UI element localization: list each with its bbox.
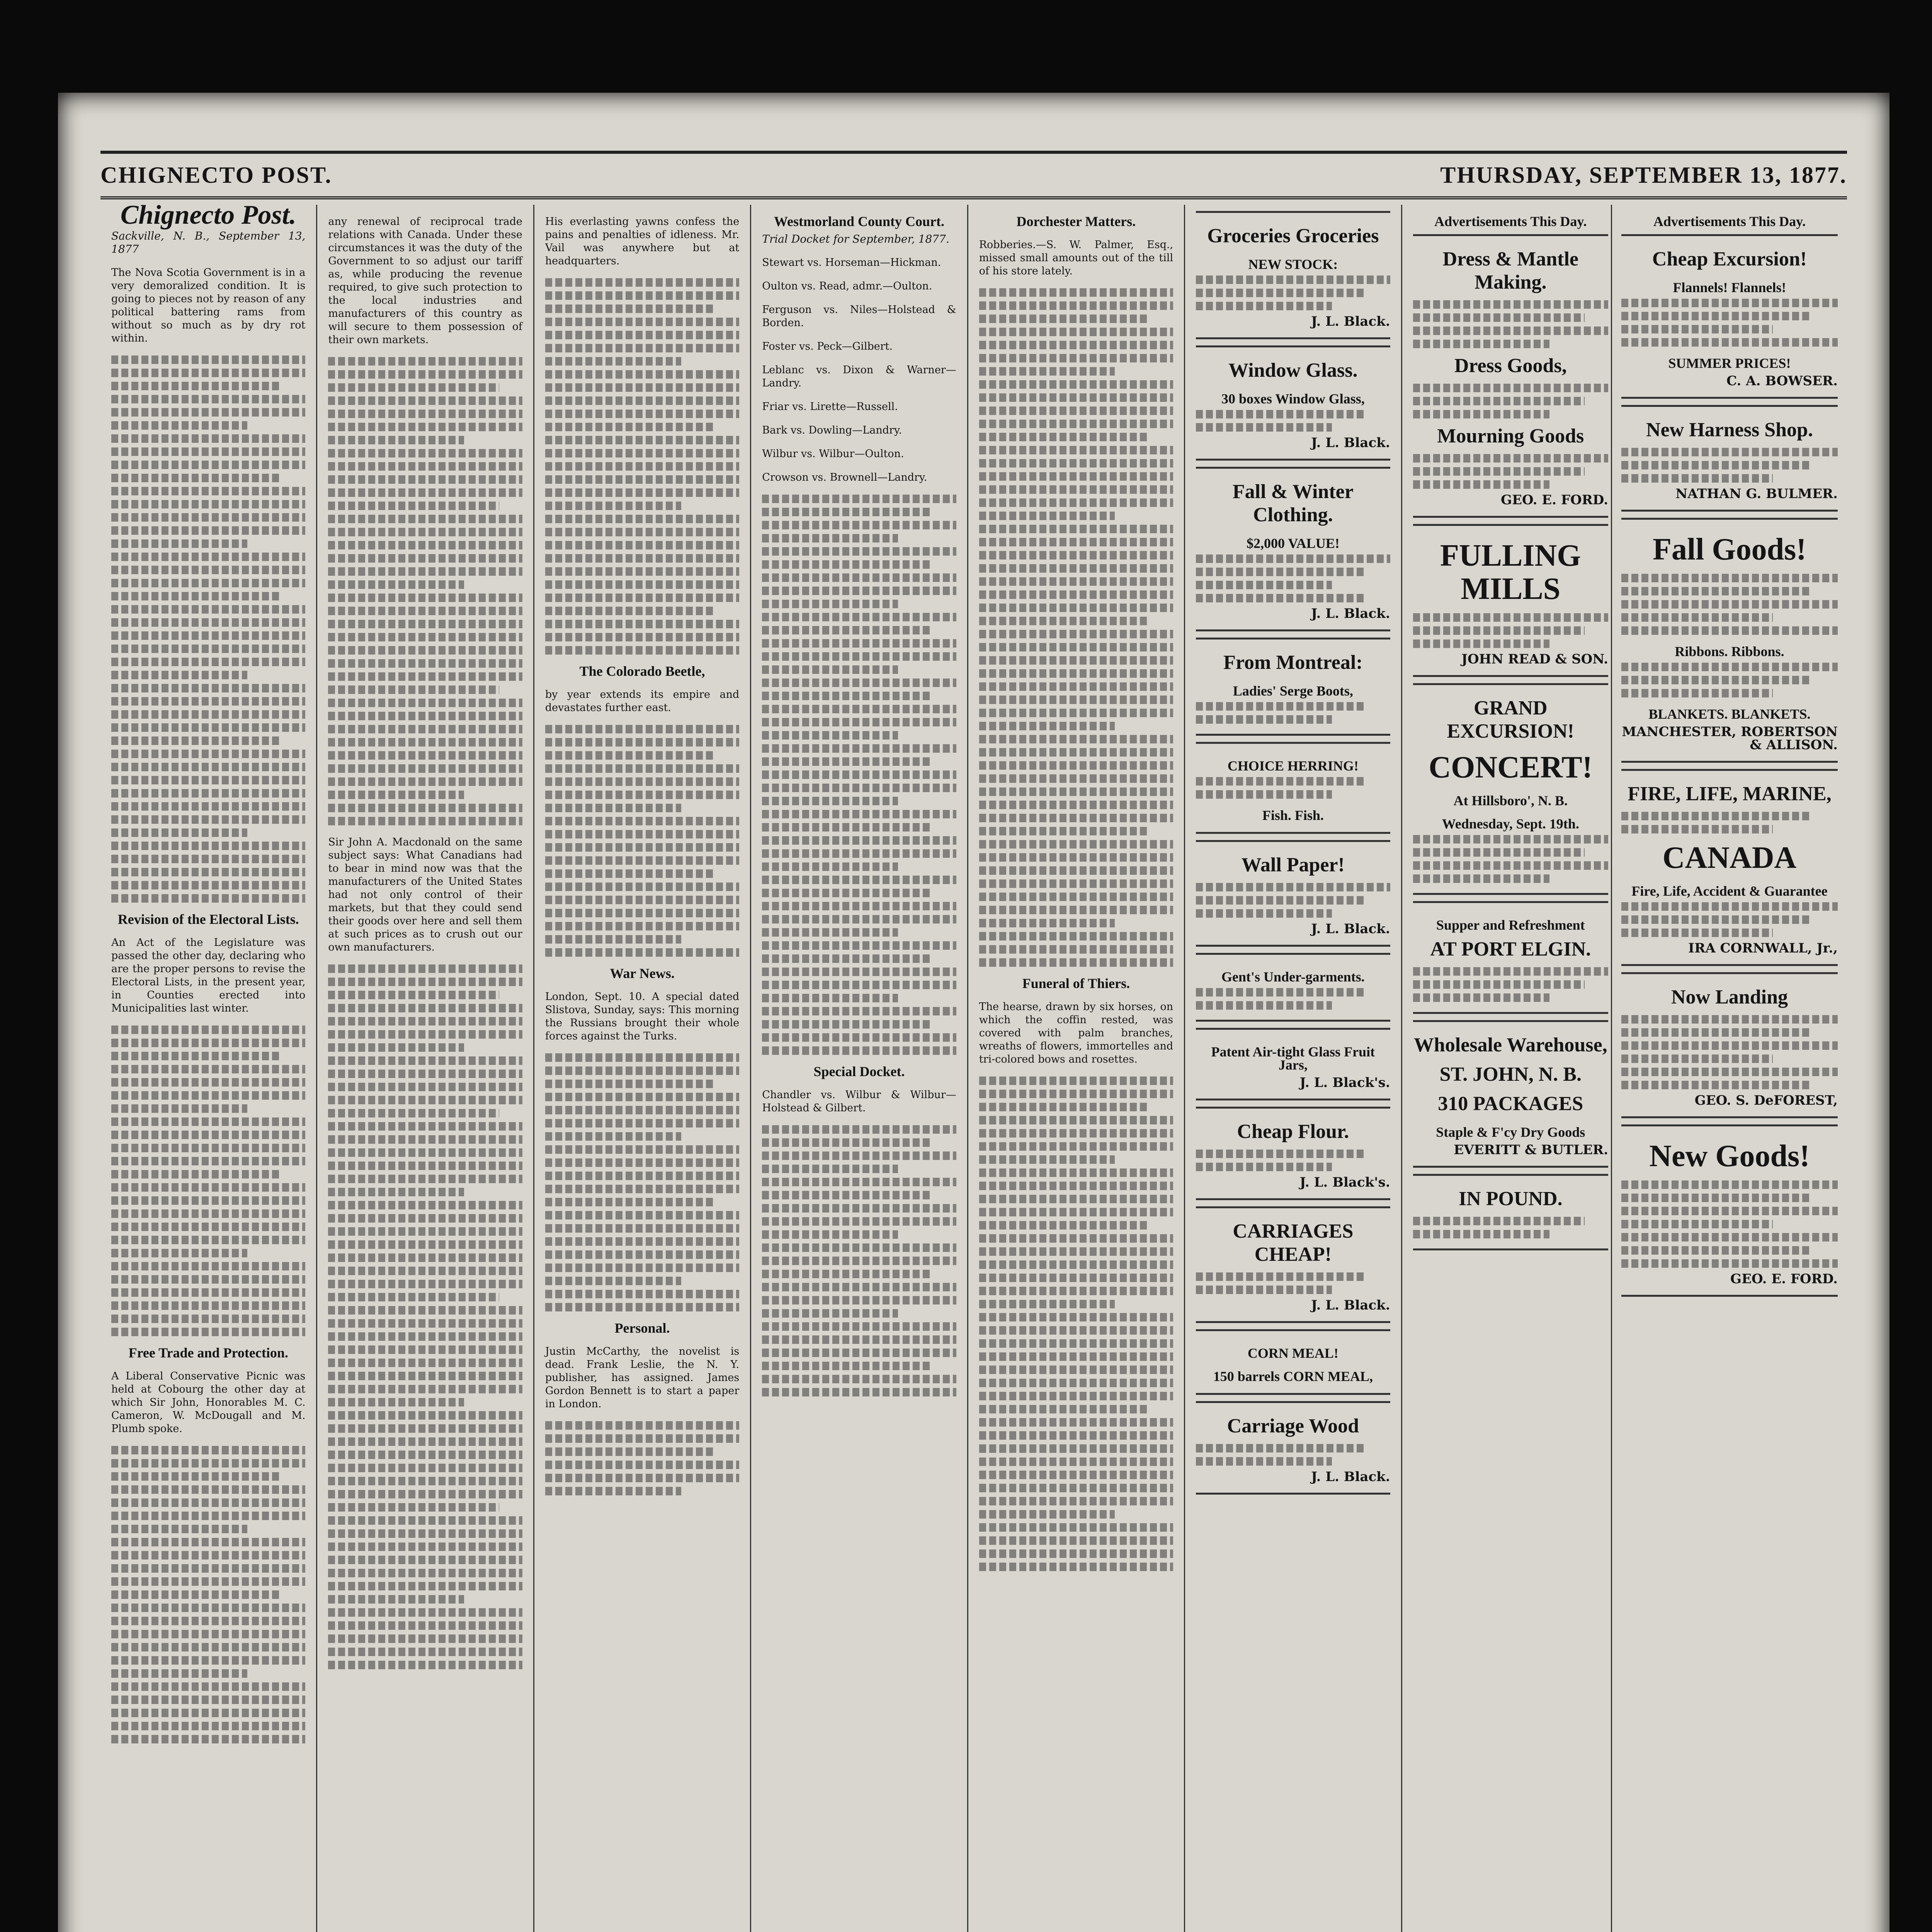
docket-entry: Bark vs. Dowling—Landry. bbox=[762, 424, 902, 436]
docket-entry: Stewart vs. Horseman—Hickman. bbox=[762, 257, 941, 269]
ad-insurance bbox=[1621, 769, 1838, 966]
ad-subtitle: $2,000 VALUE! bbox=[1246, 536, 1340, 551]
article-heading: Special Docket. bbox=[813, 1064, 905, 1079]
article-body bbox=[545, 1421, 739, 1495]
ad-subtitle: Fire, Life, Accident & Guarantee bbox=[1631, 883, 1828, 899]
ad-signature: J. L. Black. bbox=[1311, 921, 1390, 937]
docket-entry: Chandler vs. Wilbur & Wilbur—Holstead & Gilbert. bbox=[762, 1089, 956, 1114]
article-lead: any renewal of reciprocal trade relations with Canada. Under these circumstances it was the duty of the Government to so adjust our tariff as, while producing the revenue required, to give such protection to the local industries and manufacturers of this country as will secure to them possession of their own markets. bbox=[328, 216, 522, 346]
ad-subtitle: ST. JOHN, N. B. bbox=[1439, 1063, 1582, 1085]
ad-title: FULLING MILLS bbox=[1440, 539, 1581, 606]
ad-signature: JOHN READ & SON. bbox=[1461, 651, 1608, 667]
ad-subtitle: Mourning Goods bbox=[1437, 425, 1584, 447]
ad-fall-goods bbox=[1621, 518, 1838, 763]
docket-entry: Wilbur vs. Wilbur—Oulton. bbox=[762, 448, 904, 460]
ad-title: Now Landing bbox=[1671, 986, 1788, 1008]
ad-subtitle: Ladies' Serge Boots, bbox=[1233, 683, 1353, 699]
article-heading: Westmorland County Court. bbox=[774, 214, 944, 229]
ad-subtitle: CANADA bbox=[1662, 841, 1797, 875]
article-body bbox=[979, 1077, 1173, 1571]
column-7-advertisements bbox=[1402, 205, 1619, 1932]
ad-subtitle: Flannels! Flannels! bbox=[1673, 280, 1786, 295]
ad-supper bbox=[1413, 901, 1608, 1014]
article-heading: Personal. bbox=[614, 1320, 670, 1336]
article-body bbox=[111, 355, 305, 903]
ad-window-glass bbox=[1196, 345, 1390, 461]
ad-harness-shop bbox=[1621, 405, 1838, 512]
article-lead: Robberies.—S. W. Palmer, Esq., missed small amounts out of the till of his store lately. bbox=[979, 239, 1173, 277]
ad-dress-making bbox=[1413, 234, 1608, 518]
newspaper-page bbox=[58, 93, 1889, 1932]
ad-title: Wholesale Warehouse, bbox=[1413, 1034, 1607, 1056]
ad-subtitle: At Hillsboro', N. B. bbox=[1453, 793, 1568, 808]
ad-in-pound bbox=[1413, 1174, 1608, 1250]
article-body bbox=[762, 495, 956, 1055]
ad-wall-paper bbox=[1196, 840, 1390, 947]
article-lead: The hearse, drawn by six horses, on which the coffin rested, was covered with palm branches, wreaths of flowers, immortelles and tri-colored bows and rosettes. bbox=[979, 1001, 1173, 1065]
column-3 bbox=[534, 205, 751, 1932]
article-lead: by year extends its empire and devastates further east. bbox=[545, 689, 740, 714]
ad-title: Carriage Wood bbox=[1227, 1415, 1359, 1437]
column-5 bbox=[968, 205, 1185, 1932]
masthead-date: THURSDAY, SEPTEMBER 13, 1877. bbox=[1440, 162, 1847, 188]
article-heading: Dorchester Matters. bbox=[1016, 214, 1136, 229]
ad-signature: NATHAN G. BULMER. bbox=[1675, 486, 1838, 502]
ad-date: Wednesday, Sept. 19th. bbox=[1442, 816, 1579, 832]
dateline: Sackville, N. B., September 13, 1877 bbox=[111, 230, 306, 255]
ad-title: FIRE, LIFE, MARINE, bbox=[1628, 783, 1832, 805]
ad-now-landing bbox=[1621, 972, 1838, 1118]
ad-title: Fall Goods! bbox=[1653, 532, 1806, 566]
ad-title: GRAND EXCURSION! bbox=[1447, 697, 1574, 742]
ad-signature: J. L. Black. bbox=[1311, 435, 1390, 451]
article-heading: Free Trade and Protection. bbox=[128, 1345, 288, 1361]
ad-signature: J. L. Black. bbox=[1311, 1469, 1390, 1485]
article-body bbox=[111, 1026, 305, 1336]
ad-subtitle: 30 boxes Window Glass, bbox=[1221, 391, 1365, 406]
ad-title: New Harness Shop. bbox=[1646, 419, 1813, 441]
article-body bbox=[545, 278, 739, 655]
docket-entry: Friar vs. Lirette—Russell. bbox=[762, 401, 898, 413]
ad-fruit-jars bbox=[1196, 1028, 1390, 1100]
ad-serge-boots bbox=[1196, 638, 1390, 736]
section-heading: Advertisements This Day. bbox=[1653, 214, 1806, 229]
ad-herring bbox=[1196, 742, 1390, 834]
article-heading: Revision of the Electoral Lists. bbox=[117, 912, 299, 927]
ad-title: Patent Air-tight Glass Fruit Jars, bbox=[1211, 1044, 1375, 1073]
column-4 bbox=[751, 205, 968, 1932]
column-1 bbox=[100, 205, 317, 1932]
column-6-advertisements bbox=[1185, 205, 1402, 1932]
ad-title: Cheap Excursion! bbox=[1652, 248, 1807, 270]
ad-subtitle: Ribbons. Ribbons. bbox=[1675, 644, 1784, 659]
article-body bbox=[979, 288, 1173, 967]
ad-title: Window Glass. bbox=[1228, 359, 1358, 381]
ad-excursion-concert bbox=[1413, 683, 1608, 895]
columns bbox=[100, 205, 1619, 1932]
ad-subtitle: Fish. Fish. bbox=[1262, 808, 1324, 823]
ad-carriages bbox=[1196, 1206, 1390, 1323]
ad-signature: J. L. Black's. bbox=[1299, 1175, 1390, 1190]
ad-new-goods bbox=[1621, 1124, 1838, 1297]
ad-subtitle: NEW STOCK: bbox=[1248, 257, 1338, 272]
ad-subtitle: BLANKETS. BLANKETS. bbox=[1648, 706, 1811, 722]
column-2 bbox=[317, 205, 534, 1932]
ad-signature: GEO. E. FORD. bbox=[1730, 1271, 1838, 1287]
article-body bbox=[762, 1125, 956, 1396]
article-body bbox=[328, 964, 522, 1669]
ad-subtitle: 150 barrels CORN MEAL, bbox=[1213, 1369, 1373, 1384]
ad-subtitle: Dress Goods, bbox=[1454, 355, 1567, 377]
ad-signature: EVERITT & BUTLER. bbox=[1454, 1142, 1608, 1158]
ad-undergarments bbox=[1196, 953, 1390, 1022]
ad-signature: GEO. E. FORD. bbox=[1501, 492, 1608, 508]
ad-title: New Goods! bbox=[1649, 1139, 1810, 1173]
ad-title: Fall & Winter Clothing. bbox=[1232, 481, 1354, 526]
article-lead: A Liberal Conservative Picnic was held at Cobourg the other day at which Sir John, Honorables M. C. Cameron, W. McDougall and M. Plumb spoke. bbox=[111, 1370, 306, 1435]
ad-subtitle: 310 PACKAGES bbox=[1438, 1093, 1583, 1115]
ad-subtitle: Staple & F'cy Dry Goods bbox=[1436, 1124, 1585, 1140]
section-heading: Advertisements This Day. bbox=[1434, 214, 1587, 229]
ad-subtitle: SUMMER PRICES! bbox=[1668, 355, 1791, 371]
ad-signature: J. L. Black. bbox=[1311, 314, 1390, 329]
ad-title: CORN MEAL! bbox=[1247, 1345, 1338, 1361]
ad-title: Cheap Flour. bbox=[1237, 1121, 1349, 1143]
ad-signature: GEO. S. DeFOREST, bbox=[1694, 1093, 1838, 1108]
paper-name: Chignecto Post. bbox=[120, 205, 296, 230]
article-heading: Funeral of Thiers. bbox=[1022, 976, 1130, 991]
ad-fulling-mills bbox=[1413, 524, 1608, 677]
ad-clothing bbox=[1196, 467, 1390, 631]
ad-title: CARRIAGES CHEAP! bbox=[1233, 1220, 1354, 1265]
ad-title: Supper and Refreshment bbox=[1436, 917, 1585, 933]
article-heading: War News. bbox=[610, 966, 675, 981]
ad-signature: IRA CORNWALL, Jr., bbox=[1688, 940, 1838, 956]
masthead bbox=[100, 151, 1847, 199]
ad-cheap-excursion bbox=[1621, 234, 1838, 399]
ad-title: From Montreal: bbox=[1223, 651, 1363, 673]
ad-subtitle: CONCERT! bbox=[1429, 750, 1593, 784]
article-lead: The Nova Scotia Government is in a very demoralized condition. It is going to pieces not by reason of any political battering rams from without so much as by dry rot within. bbox=[111, 267, 306, 344]
ad-title: Dress & Mantle Making. bbox=[1442, 248, 1578, 293]
ad-title: CHOICE HERRING! bbox=[1227, 758, 1359, 774]
ad-title: Gent's Under-garments. bbox=[1221, 969, 1365, 985]
ad-title: IN POUND. bbox=[1458, 1188, 1563, 1210]
ad-signature: J. L. Black. bbox=[1311, 1298, 1390, 1313]
article-body bbox=[328, 357, 522, 825]
ad-corn-meal bbox=[1196, 1329, 1390, 1395]
masthead-title: CHIGNECTO POST. bbox=[100, 162, 332, 188]
docket-entry: Leblanc vs. Dixon & Warner—Landry. bbox=[762, 364, 956, 389]
article-lead: London, Sept. 10. A special dated Slistova, Sunday, says: This morning the Russians brought their whole forces against the Turks. bbox=[545, 991, 740, 1042]
bleed-through-ghost-text bbox=[58, 93, 1889, 147]
docket-entry: Foster vs. Peck—Gilbert. bbox=[762, 340, 893, 352]
article-lead: Justin McCarthy, the novelist is dead. Frank Leslie, the N. Y. publisher, has assigned. James Gordon Bennett is to start a paper in London. bbox=[545, 1345, 740, 1410]
column-8-advertisements bbox=[1611, 205, 1847, 1932]
ad-signature: J. L. Black's. bbox=[1299, 1075, 1390, 1090]
ad-groceries bbox=[1196, 211, 1390, 339]
article-lead: His everlasting yawns confess the pains and penalties of idleness. Mr. Vail was anywhere but at headquarters. bbox=[545, 216, 740, 267]
docket-entry: Oulton vs. Read, admr.—Oulton. bbox=[762, 280, 932, 292]
ad-wholesale-warehouse bbox=[1413, 1020, 1608, 1168]
ad-signature: J. L. Black. bbox=[1311, 606, 1390, 621]
article-body bbox=[545, 725, 739, 957]
article-body bbox=[545, 1053, 739, 1311]
article-heading: The Colorado Beetle, bbox=[579, 663, 705, 679]
ad-signature: MANCHESTER, ROBERTSON & ALLISON. bbox=[1622, 724, 1838, 753]
article-lead: An Act of the Legislature was passed the other day, declaring who are the proper persons to revise the Electoral Lists, in the present year, in Counties erected into Municipalities last winter. bbox=[111, 937, 306, 1014]
ad-carriage-wood bbox=[1196, 1401, 1390, 1495]
docket-entry: Ferguson vs. Niles—Holstead & Borden. bbox=[762, 304, 956, 329]
docket-subtitle: Trial Docket for September, 1877. bbox=[762, 233, 949, 245]
article-body bbox=[111, 1446, 305, 1743]
ad-subtitle: AT PORT ELGIN. bbox=[1430, 938, 1591, 960]
docket-entry: Crowson vs. Brownell—Landry. bbox=[762, 471, 927, 483]
ad-signature: C. A. BOWSER. bbox=[1726, 373, 1838, 389]
ad-title: Wall Paper! bbox=[1241, 854, 1345, 876]
ad-title: Groceries Groceries bbox=[1207, 225, 1379, 247]
article-lead: Sir John A. Macdonald on the same subject says: What Canadians had to bear in mind now was that the manufacturers of the United States had not only control of their markets, but that they could send their goods over here and sell them at such prices as to crush out our own manufacturers. bbox=[328, 836, 522, 953]
ad-flour bbox=[1196, 1107, 1390, 1200]
